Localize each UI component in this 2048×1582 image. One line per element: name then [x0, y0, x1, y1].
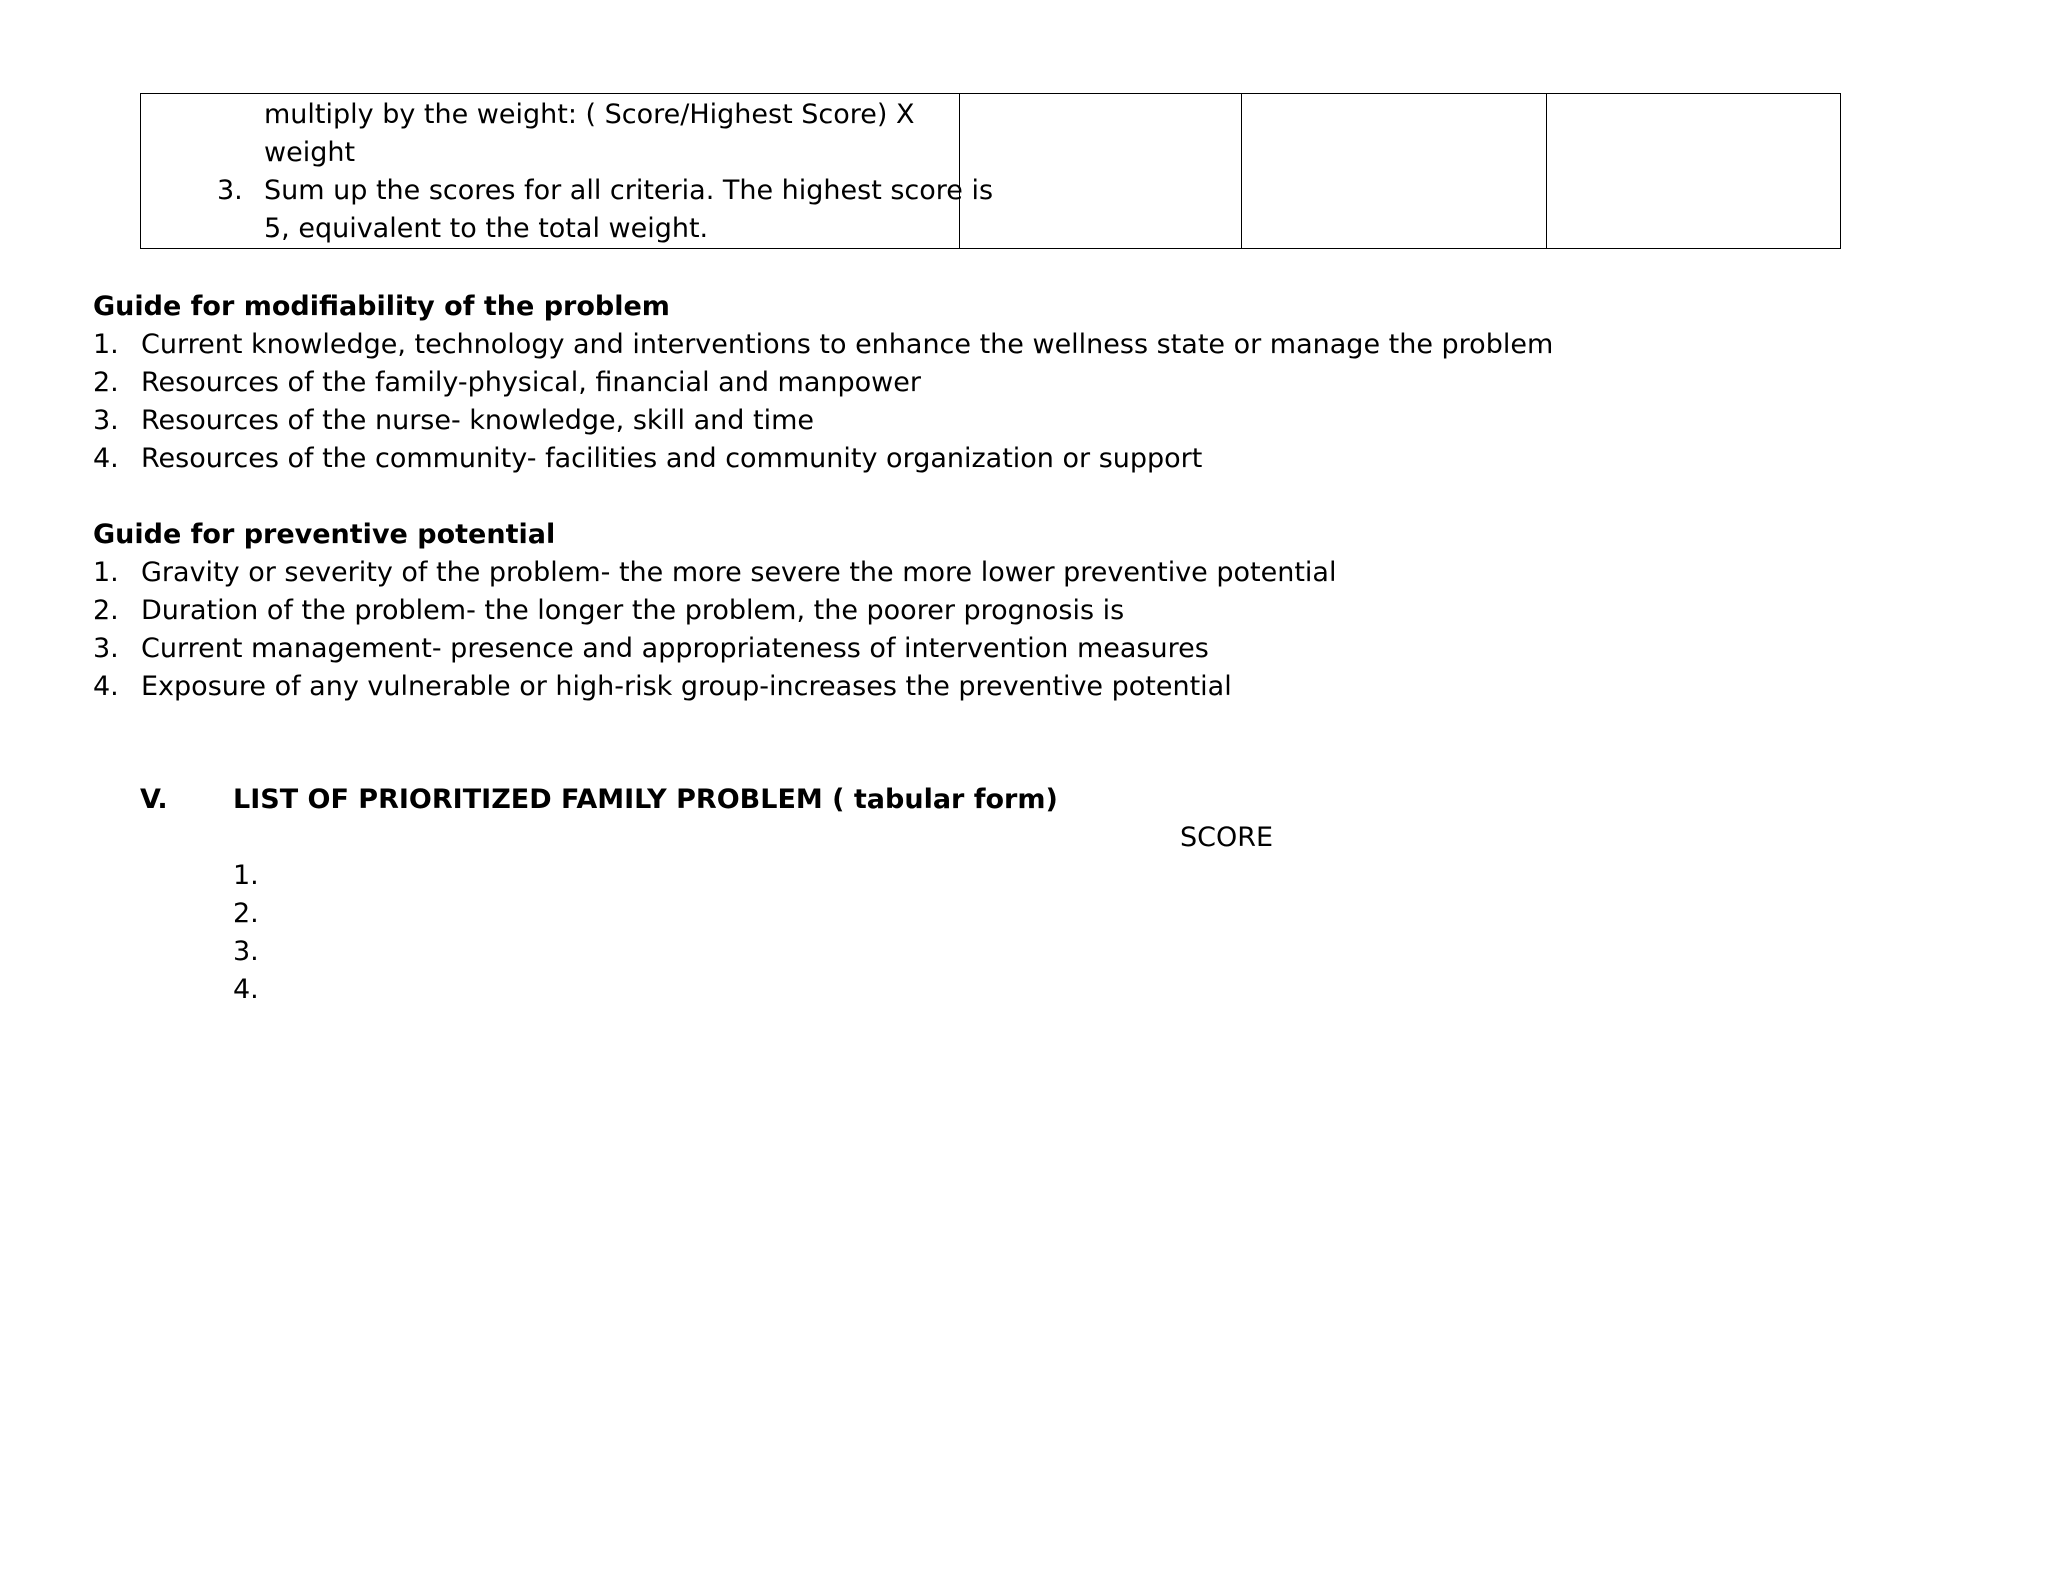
step-number: 3. — [217, 175, 243, 206]
section-title: LIST OF PRIORITIZED FAMILY PROBLEM ( tabular form) — [233, 784, 1058, 815]
list-item — [93, 402, 1693, 440]
list-item: 2. — [233, 898, 259, 929]
instruction-line: weight — [264, 137, 356, 168]
modifiability-guide — [93, 288, 1693, 478]
list-item — [93, 440, 1693, 478]
item-text: Gravity or severity of the problem- the more severe the more lower preventive potential — [141, 557, 1337, 588]
item-number: 4. — [93, 671, 119, 702]
instructions-cell — [141, 94, 994, 249]
criteria-table — [140, 93, 1841, 249]
item-number: 3. — [93, 633, 119, 664]
list-item — [93, 630, 1693, 668]
prioritized-problem-list — [233, 857, 259, 1009]
modifiability-list — [93, 326, 1693, 478]
list-item — [93, 554, 1693, 592]
item-text: Exposure of any vulnerable or high-risk group-increases the preventive potential — [141, 671, 1232, 702]
section-v-heading — [140, 781, 1540, 819]
section-v — [140, 781, 1540, 1005]
list-item — [93, 668, 1693, 706]
empty-cell — [960, 94, 1242, 249]
item-number: 1. — [93, 557, 119, 588]
section-number: V. — [140, 784, 168, 815]
list-item: 3. — [233, 936, 259, 967]
item-number: 2. — [93, 595, 119, 626]
empty-cell — [1242, 94, 1547, 249]
item-number: 4. — [93, 443, 119, 474]
item-text: Current knowledge, technology and interventions to enhance the wellness state or manage the problem — [141, 329, 1554, 360]
item-number: 2. — [93, 367, 119, 398]
list-item — [93, 326, 1693, 364]
instruction-step-3 — [141, 172, 994, 210]
item-text: Resources of the nurse- knowledge, skill and time — [141, 405, 814, 436]
preventive-guide — [93, 516, 1693, 706]
item-text: Current management- presence and appropriateness of intervention measures — [141, 633, 1209, 664]
instruction-line: Sum up the scores for all criteria. The highest score is — [264, 175, 994, 206]
item-text: Resources of the community- facilities and community organization or support — [141, 443, 1203, 474]
empty-cell — [1547, 94, 1841, 249]
item-number: 3. — [93, 405, 119, 436]
section-heading: Guide for preventive potential — [93, 519, 556, 550]
score-label: SCORE — [1180, 822, 1274, 853]
instruction-line: multiply by the weight: ( Score/Highest Score) X — [264, 99, 915, 130]
item-number: 1. — [93, 329, 119, 360]
item-text: Duration of the problem- the longer the problem, the poorer prognosis is — [141, 595, 1125, 626]
list-item — [93, 364, 1693, 402]
section-heading: Guide for modifiability of the problem — [93, 291, 670, 322]
list-item: 1. — [233, 860, 259, 891]
preventive-list — [93, 554, 1693, 706]
item-text: Resources of the family-physical, financial and manpower — [141, 367, 921, 398]
list-item — [93, 592, 1693, 630]
list-item: 4. — [233, 974, 259, 1005]
table-row — [141, 94, 1841, 249]
instruction-line: 5, equivalent to the total weight. — [264, 213, 709, 244]
